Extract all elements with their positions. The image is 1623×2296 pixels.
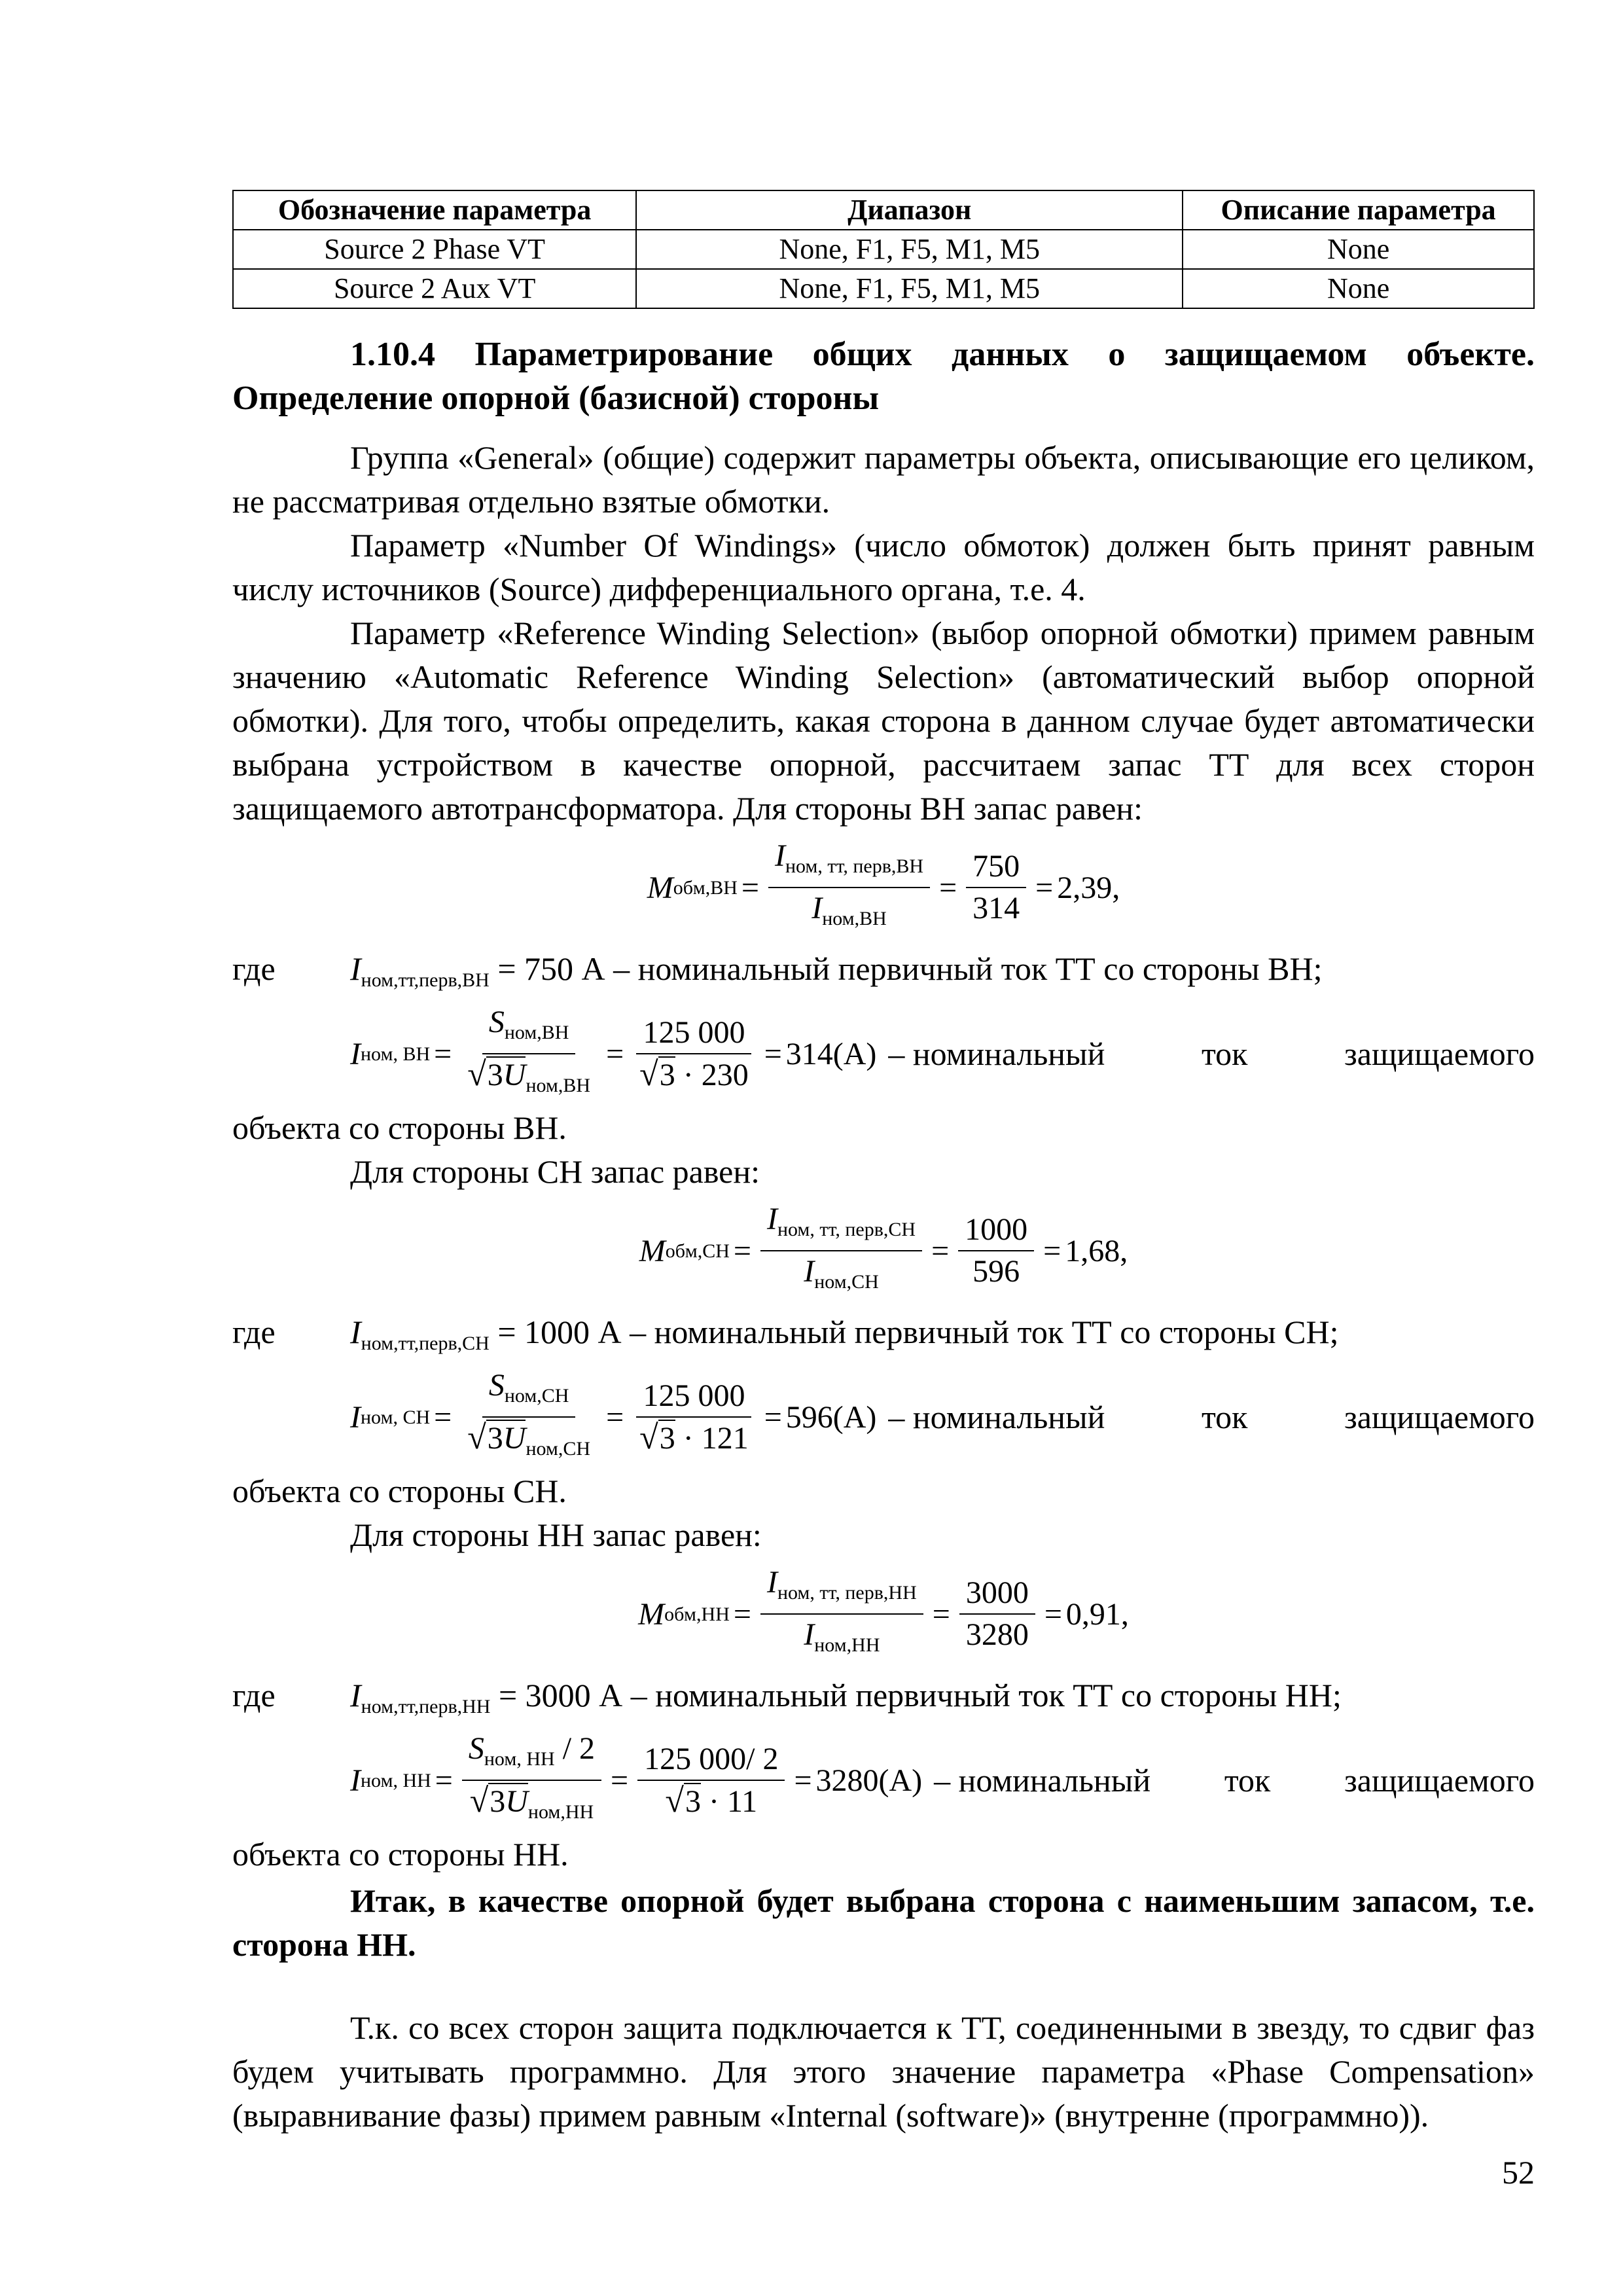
symbol-i: I: [350, 1763, 361, 1798]
unit: (А): [832, 1037, 877, 1071]
denominator-value: 121: [701, 1421, 749, 1456]
symbol-s: S: [468, 1731, 484, 1766]
punctuation: ,: [1120, 1233, 1128, 1268]
table-header-row: [233, 190, 1534, 230]
fraction: [958, 1210, 1034, 1292]
fraction: $\frac{S_{ном, НН} / 2}{√3U_{ном,НН}}$: [462, 1729, 601, 1833]
formula-current-sn: I ном, СН = $\frac{S_{ном,СН}}{√3U_{ном,СН}}$ = $\frac{125 000}{√3 \cdot 121}$ = 596 (А) – номинальный ток защищаемого: [350, 1365, 1535, 1469]
subscript: ном,СН: [504, 1385, 569, 1407]
where-label: где: [232, 1314, 276, 1350]
paragraph: Для стороны СН запас равен:: [350, 1153, 760, 1190]
fraction: $\frac{125 000}{√3 \cdot 121}$: [633, 1376, 755, 1459]
subscript: ном, ВН: [360, 1043, 431, 1065]
symbol-m: M: [639, 1233, 666, 1268]
text-word: защищаемого: [1344, 1035, 1535, 1072]
symbol-s: S: [488, 1005, 505, 1039]
symbol-i: I: [774, 838, 785, 873]
section-heading: 1.10.4 Параметрирование общих данных о защищаемом объекте. Определение опорной (базисной) стороны: [232, 336, 1535, 417]
paragraph: объекта со стороны СН.: [232, 1473, 567, 1509]
page-number: 52: [1502, 2154, 1535, 2191]
symbol-i: I: [804, 1617, 815, 1652]
symbol-u: U: [503, 1058, 526, 1092]
text-word: ток: [1201, 1035, 1248, 1072]
unit: (А): [878, 1763, 923, 1798]
numerator: 125 000: [636, 1013, 751, 1054]
where-row: [232, 947, 1535, 1106]
denominator-value: 11: [726, 1784, 758, 1819]
symbol-m: M: [638, 1596, 665, 1632]
symbol-i: I: [350, 1400, 361, 1435]
text-word: ток: [1224, 1762, 1271, 1799]
unit: (А): [832, 1400, 877, 1435]
divisor: / 2: [562, 1731, 596, 1766]
fraction: [760, 1562, 923, 1666]
subscript: ном,ВН: [822, 908, 887, 929]
fraction: $\frac{125 000}{√3 \cdot 230}$: [633, 1013, 755, 1096]
denominator-value: 230: [701, 1058, 749, 1092]
subscript: ном, СН: [360, 1407, 431, 1428]
symbol-i: I: [766, 1565, 777, 1600]
symbol-i: I: [812, 891, 823, 925]
subscript: ном, тт, перв,НН: [777, 1582, 917, 1604]
formula-result: 2,39: [1057, 870, 1113, 905]
formula-result: 314: [785, 1037, 833, 1071]
where-label: где: [232, 1677, 276, 1713]
fraction: [768, 836, 930, 939]
symbol-i: I: [350, 1037, 361, 1071]
subscript: ном,СН: [526, 1438, 591, 1460]
paragraph: Т.к. со всех сторон защита подключается к ТТ, соединенными в звезду, то сдвиг фаз будем учитывать программно. Для этого значение параметра «Phase Compensation» (выравнивание фазы) примем равным «Internal (software)» (внутренне (программно)).: [232, 2009, 1535, 2134]
fraction: [959, 1573, 1035, 1655]
table-row: [233, 269, 1534, 308]
text-word: защищаемого: [1344, 1399, 1535, 1435]
table-cell: None: [1183, 230, 1534, 269]
fraction: [760, 1199, 922, 1302]
denominator: 3280: [965, 1617, 1029, 1652]
fraction: $\frac{125 000/ 2}{√3 \cdot 11}$: [637, 1739, 785, 1822]
symbol-i: I: [766, 1202, 777, 1236]
conclusion-paragraph: Итак, в качестве опорной будет выбрана сторона с наименьшим запасом, т.е. сторона НН.: [232, 1882, 1535, 1963]
numerator: 125 000/ 2: [637, 1739, 785, 1781]
formula-reserve-sn: M обм,СН = $\frac{I_{ном, тт, перв,СН}}{I_{ном,СН}}$ = $\frac{1000}{596}$ = 1,68 ,: [232, 1199, 1535, 1302]
table-cell: None: [1183, 269, 1534, 308]
table-header-cell: Описание параметра: [1183, 190, 1534, 230]
table-cell: Source 2 Phase VT: [233, 230, 636, 269]
denominator: 314: [972, 891, 1020, 925]
subscript: обм,НН: [664, 1603, 730, 1625]
formula-result: 3280: [815, 1763, 879, 1798]
text-word: защищаемого: [1344, 1762, 1535, 1799]
paragraph: Параметр «Reference Winding Selection» (выбор опорной обмотки) примем равным значению «Automatic Reference Winding Selection» (автоматический выбор опорной обмотки). Для того, чтобы определить, какая сторона в данном случае будет автоматически выбрана устройством в качестве опорной, рассчитаем запас ТТ для всех сторон защищаемого автотрансформатора. Для стороны ВН запас равен:: [232, 615, 1535, 827]
numerator: 1000: [958, 1210, 1034, 1251]
formula-current-vn: I ном, ВН = $\frac{S_{ном,ВН}}{√3U_{ном,ВН}}$ = $\frac{125 000}{√3 \cdot 230}$ = 314 (А) – номинальный ток защищаемого: [350, 1002, 1535, 1106]
fraction: $\frac{S_{ном,ВН}}{√3U_{ном,ВН}}$: [461, 1002, 597, 1106]
text-word: – номинальный: [934, 1762, 1151, 1799]
paragraph: Группа «General» (общие) содержит параметры объекта, описывающие его целиком, не рассматривая отдельно взятые обмотки.: [232, 439, 1535, 520]
text-word: ток: [1201, 1399, 1248, 1435]
numerator: 750: [966, 846, 1026, 888]
subscript: ном,ВН: [526, 1075, 591, 1096]
where-label: где: [232, 950, 276, 987]
formula-reserve-nn: M обм,НН = $\frac{I_{ном, тт, перв,НН}}{I_{ном,НН}}$ = $\frac{3000}{3280}$ = 0,91 ,: [232, 1562, 1535, 1666]
paragraph: Для стороны НН запас равен:: [350, 1516, 762, 1553]
definition-text: = 3000 А – номинальный первичный ток ТТ со стороны НН;: [498, 1677, 1342, 1713]
paragraph: объекта со стороны НН.: [232, 1836, 569, 1873]
symbol-i: I: [350, 1677, 361, 1713]
subscript: обм,СН: [665, 1240, 730, 1262]
table-header-cell: Обозначение параметра: [233, 190, 636, 230]
symbol-m: M: [647, 870, 673, 905]
subscript: ном,НН: [814, 1634, 880, 1656]
symbol-s: S: [488, 1368, 505, 1403]
subscript: ном,тт,перв,НН: [361, 1696, 491, 1717]
subscript: ном,тт,перв,ВН: [361, 969, 490, 991]
numerator: 125 000: [636, 1376, 751, 1418]
symbol-u: U: [503, 1421, 526, 1456]
paragraph: объекта со стороны ВН.: [232, 1109, 567, 1146]
subscript: ном,НН: [527, 1801, 594, 1823]
subscript: ном,тт,перв,СН: [361, 1333, 490, 1354]
table-row: [233, 230, 1534, 269]
definition-text: = 1000 А – номинальный первичный ток ТТ со стороны СН;: [497, 1314, 1339, 1350]
table-header-cell: Диапазон: [636, 190, 1183, 230]
subscript: ном,ВН: [504, 1022, 569, 1043]
subscript: ном, НН: [484, 1748, 555, 1770]
formula-result: 596: [785, 1400, 833, 1435]
denominator: 596: [972, 1254, 1020, 1289]
numerator: 3000: [959, 1573, 1035, 1615]
formula-current-nn: I ном, НН = $\frac{S_{ном, НН} / 2}{√3U_{ном,НН}}$ = $\frac{125 000/ 2}{√3 \cdot 11}$ = 3280 (А) – номинальный ток защищаемого: [350, 1729, 1535, 1833]
formula-reserve-vn: M обм,ВН = $\frac{I_{ном, тт, перв,ВН}}{I_{ном,ВН}}$ = $\frac{750}{314}$ = 2,39 ,: [232, 836, 1535, 939]
where-row: [232, 1310, 1535, 1469]
fraction: $\frac{S_{ном,СН}}{√3U_{ном,СН}}$: [461, 1365, 597, 1469]
text-word: – номинальный: [888, 1035, 1105, 1072]
table-cell: None, F1, F5, M1, M5: [636, 230, 1183, 269]
text-word: – номинальный: [888, 1399, 1105, 1435]
subscript: ном, тт, перв,СН: [777, 1219, 916, 1240]
document-page: [232, 190, 1535, 2138]
subscript: ном, тт, перв,ВН: [785, 855, 924, 877]
symbol-i: I: [350, 950, 361, 987]
punctuation: ,: [1112, 870, 1120, 905]
subscript: обм,ВН: [673, 876, 738, 899]
formula-result: 1,68: [1065, 1233, 1120, 1268]
subscript: ном,СН: [814, 1271, 879, 1293]
where-row: [232, 1674, 1535, 1833]
table-cell: None, F1, F5, M1, M5: [636, 269, 1183, 308]
symbol-u: U: [505, 1784, 528, 1819]
symbol-i: I: [350, 1314, 361, 1350]
formula-result: 0,91: [1065, 1596, 1121, 1632]
table-cell: Source 2 Aux VT: [233, 269, 636, 308]
subscript: ном, НН: [360, 1770, 431, 1791]
punctuation: ,: [1120, 1596, 1129, 1632]
symbol-i: I: [804, 1254, 815, 1289]
parameters-table: [232, 190, 1535, 309]
paragraph: Параметр «Number Of Windings» (число обмоток) должен быть принят равным числу источников (Source) дифференциального органа, т.е. 4.: [232, 527, 1535, 607]
fraction: [966, 846, 1026, 929]
definition-text: = 750 А – номинальный первичный ток ТТ со стороны ВН;: [497, 950, 1323, 987]
